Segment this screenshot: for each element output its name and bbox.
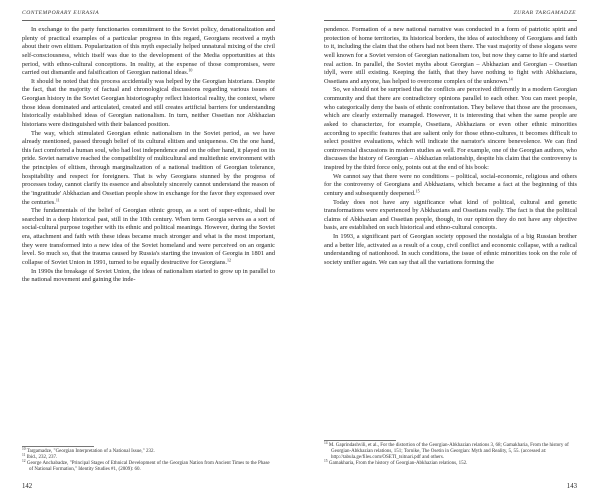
footnote: $^{14}$ M. Gaprindashvili, et al., For the distortion of the Georgian-Abkhazian relations 3, 68; Gamakharia, From the history of Georgian-Abkhazian relations, 151; Tornike, The Osetin in Georgian: Myth and Reality, 5, 55. (accessed at: http://tabula.ge/files.com/OSETI_tsitnari.pdf and others. bbox=[324, 440, 569, 460]
paragraph: In 1993, a significant part of Georgian society opposed the nostalgia of a big Russian brother and a better life, activated as a result of a coup, civil conflict and economic collapse, with a radical understanding of nationhood. In such conditions, the issue of ethnic minorities took on the role of society unifier again. We can say that all the variations forming the bbox=[324, 233, 577, 266]
footnote: $^{12}$ George Anchabadze, "Principal Stages of Ethnical Development of the Georgian Nation from Ancient Times to the Phase of National Formation," Identity Studies #1, (2009): 60. bbox=[22, 458, 270, 472]
left-body-text bbox=[22, 26, 275, 285]
header-rule bbox=[22, 20, 275, 21]
paragraph: pendence. Formation of a new national narrative was conducted in a form of patriotic spirit and protection of home territories, its historical borders, the idea of autochthony of Georgians and faith to it, including the claim that the others had not been there. The vast majority of these slogans were well known for a Soviet version of Georgian nationalism too, but now they came to life and started real action. In parallel, the Soviet myths about Georgian – Abkhazian and Georgian – Ossetian idyll, were still existing. Keeping the faith, that they have nothing to fight with Abkhazians, Ossetians and anyone, has helped to overcome complex of the unknown.$^{14}$ bbox=[324, 26, 577, 85]
running-head-author: ZURAB TARGAMADZE bbox=[513, 10, 576, 16]
footnote: $^{11}$ Ibid., 232, 237. bbox=[22, 452, 58, 460]
page-number: 142 bbox=[22, 483, 33, 490]
paragraph: In exchange to the party functionaries commitment to the Soviet policy, denationalization and plenty of practical examples of a particular progress in this regard, Georgians received a myth about their own elitism. Popularization of this myth especially helped unnatural mixing of the civil self-consciousness, which itself was due to the development of the Media opportunities at this period, with ethno-cultural conceptions. In reality, at the expense of those compromises, were carried out dismantle and falsification of Georgian national ideas.$^{10}$ bbox=[22, 26, 275, 77]
header-rule bbox=[324, 20, 577, 21]
page-number: 143 bbox=[566, 483, 577, 490]
running-head-journal: CONTEMPORARY EURASIA bbox=[22, 10, 100, 16]
paragraph: The fundamentals of the belief of Georgian ethnic group, as a sort of super-ethnic, shall be searched in a deep historical past, still in the 10th century. When term Georgia serves as a sort of social-cultural purpose together with its ethnic and political meanings. However, during the Soviet era, attachment and faith with these ideas became much stronger and what is the most important, they were transformed into a new idea of the Soviet homeland and were perceived on an organic level. So much so, that the trauma caused by Russia's starting the invasion of Georgia in 1801 and collapse of Soviet Union in 1991, turned to be equally destructive for Georgians.$^{12}$ bbox=[22, 207, 275, 266]
right-footnotes bbox=[324, 440, 577, 467]
footnote-ref: 10 bbox=[188, 67, 193, 73]
block-quote: We cannot say that there were no conditions – political, social-economic, religious and others for the controversy of Georgians and Abkhazians, which became a fact at the beginning of this century and subsequently deepened.$^{15}$ bbox=[324, 172, 577, 197]
left-footnotes bbox=[22, 446, 275, 473]
footnote-rule bbox=[22, 446, 94, 447]
footnote-ref: 11 bbox=[55, 197, 60, 202]
footnote-ref: 14 bbox=[508, 76, 513, 82]
right-page bbox=[300, 0, 600, 499]
paragraph: In 1990s the breakage of Soviet Union, the ideas of nationalism started to grow up in parallel to the national movement and gaining the inde- bbox=[22, 267, 275, 284]
paragraph: So, we should not be surprised that the conflicts are perceived differently in a modern Georgian community and that there are contradictory opinions parallel to each other. You can meet people, who categorically deny the basis of ethnic confrontation. They believe that those are the processes, which are clearly externally managed. However, it is interesting that when the same people are asked to characterize, for example, Ossetians, Abkhazians or even other ethnic minorities according to specific features that are salient only for those ethno-cultures, it becomes difficult to select positive evaluations, which will indicate the narrator's sincere benevolence. We can find controversial discussions in modern studies as well. For example, one of the Georgian authors, who discusses the history of Georgian – Abkhazian relationship, despite his claim that the controversy is inspired by the third force only, points out at the end of his book: bbox=[324, 86, 577, 171]
paragraph: The way, which stimulated Georgian ethnic nationalism in the Soviet period, as we have already mentioned, passed through belief of its cultural elitism and uniqueness. On the one hand, this fact comforted a human soul, who had lost independence and on the other hand, it played on its pride. Soviet narrative reached the compatibility of multicultural and multiethnic environment with the principles of elitism, through marginalization of a national tradition of Georgian tolerance, hospitability and respect for foreigners. That is why Georgians stunned by the progress of processes today, cannot clarify its essence and absolutely sincerely cannot understand the reason of the 'ingratitude' Abkhazian and Ossetian people show in exchange for the favor they expressed over the centuries.$^{11}$ bbox=[22, 129, 275, 206]
footnote-rule bbox=[324, 440, 396, 441]
footnote-ref: 15 bbox=[415, 188, 420, 194]
paragraph: It should be noted that this process accidentally was helped by the Georgian historians. Despite the fact, that the majority of factual and chronological discussions regarding various issues of Georgian history in the Soviet Georgian historiography reflect historical reality, the context, where those ideas dominated and articulated, created and still creates artificial barriers for understanding historically established ideas of Georgian nationalism. In turn, neither Ossetian nor Abkhazian historians were distinguished with their balanced position. bbox=[22, 77, 275, 128]
footnote: $^{10}$ Targamadze, "Georgian Interpretation of a National Issue," 232. bbox=[22, 446, 155, 454]
right-body-text bbox=[324, 26, 577, 268]
footnote: $^{15}$ Gamakharia, From the history of Georgian-Abkhazian relations, 152. bbox=[324, 458, 468, 466]
footnote-ref: 12 bbox=[226, 257, 231, 263]
paragraph: Today does not have any significance what kind of political, cultural and genetic transformations were experienced by Abkhazians and Ossetians really. The fact is that the political claims of Abkhazian and Ossetian people, though, in our opinion they do not have any objective basis, are established on such historical and ethno-cultural concepts. bbox=[324, 198, 577, 232]
